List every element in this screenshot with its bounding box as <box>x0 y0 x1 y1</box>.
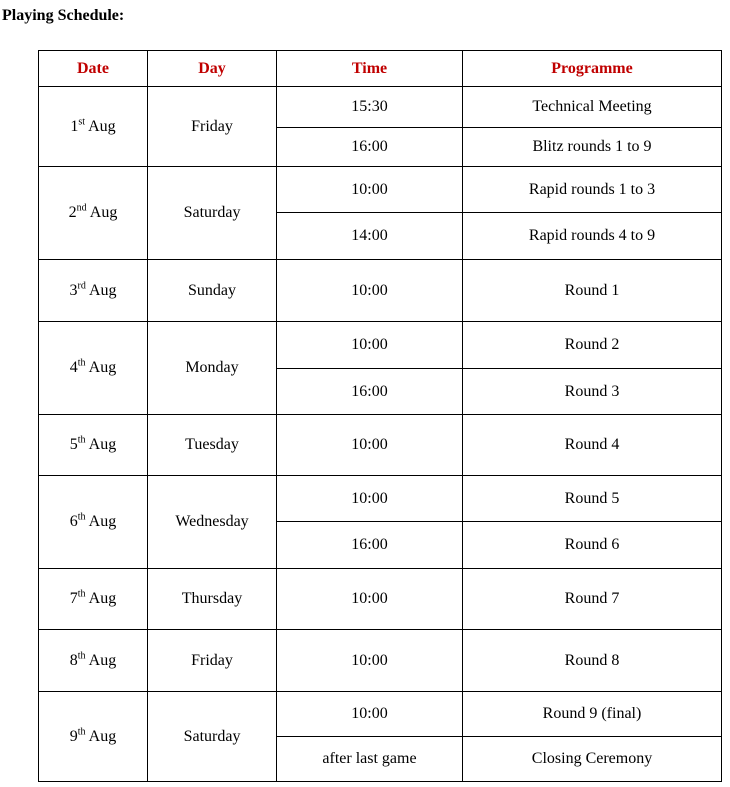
time-cell: 16:00 <box>277 369 463 415</box>
time-cell: 16:00 <box>277 522 463 569</box>
time-cell: after last game <box>277 737 463 782</box>
date-number: 6 <box>69 513 78 530</box>
programme-cell: Round 8 <box>463 630 722 692</box>
date-number: 2 <box>68 204 77 221</box>
date-month: Aug <box>85 436 117 453</box>
date-number: 5 <box>69 436 78 453</box>
time-cell: 10:00 <box>277 260 463 322</box>
programme-cell: Blitz rounds 1 to 9 <box>463 128 722 167</box>
day-cell: Sunday <box>148 260 277 322</box>
date-number: 1 <box>70 117 79 135</box>
date-month: Aug <box>85 513 117 530</box>
date-ordinal-suffix: th <box>77 726 86 738</box>
table-row <box>39 322 722 369</box>
date-number: 3 <box>69 281 78 299</box>
date-ordinal-suffix: th <box>77 511 86 523</box>
date-cell <box>39 87 148 167</box>
date-cell <box>39 569 148 630</box>
table-row <box>39 476 722 522</box>
header-row <box>39 51 722 87</box>
programme-cell: Round 3 <box>463 369 722 415</box>
date-ordinal-suffix: rd <box>77 280 86 292</box>
programme-cell: Rapid rounds 1 to 3 <box>463 167 722 213</box>
table-row <box>39 692 722 737</box>
table-row <box>39 87 722 128</box>
programme-cell: Rapid rounds 4 to 9 <box>463 213 722 260</box>
date-month: Aug <box>85 651 117 669</box>
programme-cell: Round 4 <box>463 415 722 476</box>
header-programme: Programme <box>463 51 722 87</box>
date-cell <box>39 630 148 692</box>
programme-cell: Round 9 (final) <box>463 692 722 737</box>
day-cell: Monday <box>148 322 277 415</box>
programme-cell: Round 6 <box>463 522 722 569</box>
date-ordinal-suffix: nd <box>76 202 87 214</box>
day-cell: Thursday <box>148 569 277 630</box>
time-cell: 10:00 <box>277 167 463 213</box>
day-cell: Friday <box>148 87 277 167</box>
date-month: Aug <box>85 727 117 745</box>
time-cell: 10:00 <box>277 322 463 369</box>
date-number: 9 <box>69 727 78 745</box>
day-cell: Tuesday <box>148 415 277 476</box>
date-cell <box>39 322 148 415</box>
date-cell <box>39 692 148 782</box>
table-row <box>39 260 722 322</box>
date-month: Aug <box>85 590 117 607</box>
date-cell <box>39 260 148 322</box>
date-ordinal-suffix: st <box>78 116 85 128</box>
header-date: Date <box>39 51 148 87</box>
day-cell: Saturday <box>148 167 277 260</box>
day-cell: Wednesday <box>148 476 277 569</box>
date-month: Aug <box>86 204 118 221</box>
page-heading: Playing Schedule: <box>2 7 125 24</box>
table-row <box>39 630 722 692</box>
programme-cell: Round 2 <box>463 322 722 369</box>
schedule-table <box>38 50 722 782</box>
table-row <box>39 415 722 476</box>
time-cell: 10:00 <box>277 630 463 692</box>
time-cell: 10:00 <box>277 692 463 737</box>
time-cell: 10:00 <box>277 415 463 476</box>
date-number: 7 <box>69 590 78 607</box>
time-cell: 10:00 <box>277 569 463 630</box>
programme-cell: Closing Ceremony <box>463 737 722 782</box>
date-number: 8 <box>69 651 78 669</box>
date-ordinal-suffix: th <box>77 357 86 369</box>
time-cell: 16:00 <box>277 128 463 167</box>
date-month: Aug <box>85 281 117 299</box>
time-cell: 15:30 <box>277 87 463 128</box>
programme-cell: Round 1 <box>463 260 722 322</box>
date-month: Aug <box>85 359 117 376</box>
date-month: Aug <box>85 117 116 135</box>
time-cell: 10:00 <box>277 476 463 522</box>
date-ordinal-suffix: th <box>77 434 86 446</box>
day-cell: Saturday <box>148 692 277 782</box>
programme-cell: Round 7 <box>463 569 722 630</box>
header-time: Time <box>277 51 463 87</box>
day-cell: Friday <box>148 630 277 692</box>
schedule-body <box>39 87 722 782</box>
time-cell: 14:00 <box>277 213 463 260</box>
table-row <box>39 569 722 630</box>
date-cell <box>39 415 148 476</box>
header-day: Day <box>148 51 277 87</box>
date-ordinal-suffix: th <box>77 588 86 600</box>
date-cell <box>39 167 148 260</box>
programme-cell: Technical Meeting <box>463 87 722 128</box>
date-number: 4 <box>69 359 78 376</box>
date-cell <box>39 476 148 569</box>
programme-cell: Round 5 <box>463 476 722 522</box>
table-row <box>39 167 722 213</box>
date-ordinal-suffix: th <box>77 650 86 662</box>
